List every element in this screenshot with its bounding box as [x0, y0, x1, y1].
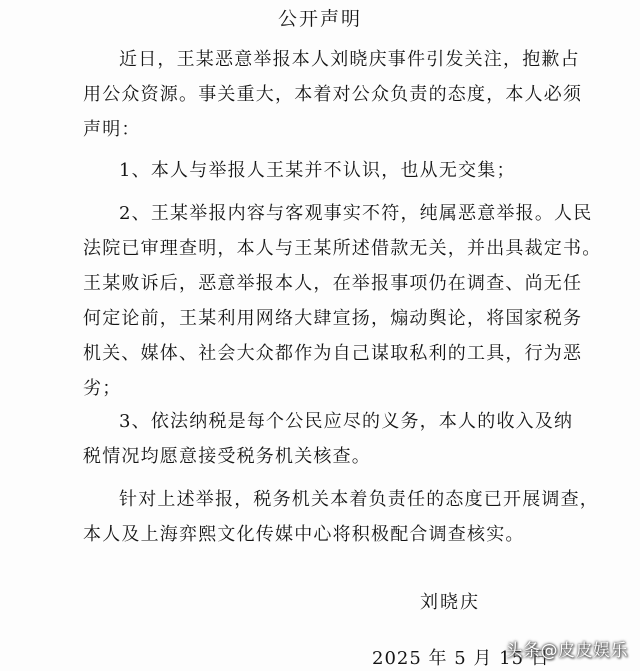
paragraph-line: 机关、媒体、社会大众都作为自己谋取私利的工具，行为恶 [83, 343, 583, 364]
document-title: 公开声明 [277, 8, 362, 30]
signature-date: 2025 年 5 月 15 日 [372, 648, 550, 669]
paragraph-line: 近日，王某恶意举报本人刘晓庆事件引发关注，抱歉占 [119, 49, 580, 70]
paragraph-line: 3、依法纳税是每个公民应尽的义务，本人的收入及纳 [119, 411, 574, 432]
paragraph-point-1 [83, 153, 583, 188]
paragraph-line: 王某败诉后，恶意举报本人，在举报事项仍在调查、尚无任 [83, 273, 583, 294]
signature-name: 刘晓庆 [420, 592, 480, 613]
source-watermark: 头条@皮皮娱乐 [505, 641, 628, 661]
paragraph-line: 税情况均愿意接受税务机关核查。 [83, 446, 371, 467]
paragraph-line: 劣； [83, 378, 122, 399]
paragraph-line: 用公众资源。事关重大，本着对公众负责的态度，本人必须 [83, 84, 583, 105]
paragraph-line: 本人及上海弈熙文化传媒中心将积极配合调查核实。 [83, 524, 525, 545]
paragraph-line: 1、本人与举报人王某并不认识，也从无交集； [119, 160, 516, 181]
paragraph-line: 针对上述举报，税务机关本着负责任的态度已开展调查， [119, 489, 599, 510]
paragraph-point-3 [83, 404, 583, 474]
paragraph-point-2 [83, 196, 602, 406]
paragraph-line: 何定论前，王某利用网络大肆宣扬，煽动舆论，将国家税务 [83, 308, 583, 329]
paragraph-line: 声明： [83, 119, 141, 140]
paragraph-intro [83, 42, 583, 147]
paragraph-line: 法院已审理查明，本人与王某所述借款无关，并出具裁定书。 [83, 238, 602, 259]
paragraph-line: 2、王某举报内容与客观事实不符，纯属恶意举报。人民 [119, 203, 593, 224]
paragraph-closing [83, 482, 599, 552]
